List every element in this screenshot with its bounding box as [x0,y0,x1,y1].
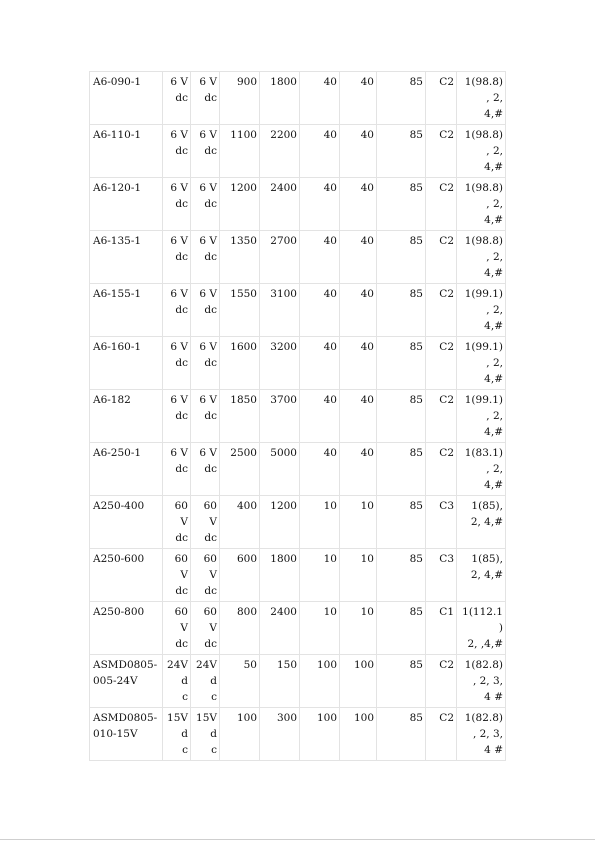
value-2-cell: 3200 [260,337,300,390]
value-1-cell: 2500 [220,443,260,496]
table-row [90,231,506,284]
note-cell: 1(98.8) , 2, 4,# [457,72,506,125]
value-5-cell: 85 [377,231,426,284]
model-cell: A6-090-1 [90,72,163,125]
value-4-cell: 40 [340,178,377,231]
value-3-cell: 40 [300,125,340,178]
voltage-2-cell: 6 V dc [191,443,220,496]
value-1-cell: 1100 [220,125,260,178]
model-cell: A6-110-1 [90,125,163,178]
voltage-2-cell: 6 V dc [191,231,220,284]
grade-cell: C2 [426,655,457,708]
value-5-cell: 85 [377,655,426,708]
value-1-cell: 1850 [220,390,260,443]
value-3-cell: 40 [300,72,340,125]
value-3-cell: 10 [300,496,340,549]
table-row [90,390,506,443]
model-cell: A6-250-1 [90,443,163,496]
value-2-cell: 2700 [260,231,300,284]
table-row [90,72,506,125]
value-2-cell: 1800 [260,72,300,125]
voltage-2-cell: 60 V dc [191,602,220,655]
value-3-cell: 100 [300,708,340,761]
value-2-cell: 2400 [260,602,300,655]
value-4-cell: 40 [340,443,377,496]
voltage-1-cell: 15Vd c [163,708,191,761]
grade-cell: C2 [426,125,457,178]
voltage-2-cell: 60 V dc [191,549,220,602]
value-3-cell: 40 [300,390,340,443]
value-3-cell: 40 [300,231,340,284]
value-5-cell: 85 [377,496,426,549]
grade-cell: C2 [426,337,457,390]
model-cell: A6-182 [90,390,163,443]
model-cell: A250-400 [90,496,163,549]
value-2-cell: 5000 [260,443,300,496]
value-2-cell: 2400 [260,178,300,231]
value-3-cell: 40 [300,284,340,337]
value-5-cell: 85 [377,178,426,231]
value-2-cell: 150 [260,655,300,708]
table-row [90,602,506,655]
note-cell: 1(99.1) , 2, 4,# [457,284,506,337]
spec-table [89,71,506,761]
value-2-cell: 300 [260,708,300,761]
value-1-cell: 50 [220,655,260,708]
note-cell: 1(85), 2, 4,# [457,549,506,602]
voltage-1-cell: 6 V dc [163,284,191,337]
grade-cell: C2 [426,284,457,337]
value-5-cell: 85 [377,708,426,761]
table-row [90,178,506,231]
value-4-cell: 10 [340,549,377,602]
model-cell: A250-800 [90,602,163,655]
voltage-1-cell: 6 V dc [163,178,191,231]
value-1-cell: 900 [220,72,260,125]
value-5-cell: 85 [377,337,426,390]
grade-cell: C1 [426,602,457,655]
value-3-cell: 40 [300,443,340,496]
table-row [90,496,506,549]
voltage-2-cell: 6 V dc [191,284,220,337]
value-2-cell: 1200 [260,496,300,549]
value-3-cell: 100 [300,655,340,708]
value-3-cell: 40 [300,337,340,390]
voltage-1-cell: 6 V dc [163,337,191,390]
table-row [90,284,506,337]
value-5-cell: 85 [377,284,426,337]
value-1-cell: 100 [220,708,260,761]
note-cell: 1(98.8) , 2, 4,# [457,125,506,178]
value-4-cell: 40 [340,231,377,284]
note-cell: 1(85), 2, 4,# [457,496,506,549]
value-3-cell: 10 [300,602,340,655]
voltage-2-cell: 15Vd c [191,708,220,761]
value-4-cell: 40 [340,284,377,337]
table-row [90,337,506,390]
model-cell: ASMD0805- 005-24V [90,655,163,708]
table-row [90,655,506,708]
value-2-cell: 1800 [260,549,300,602]
table-row [90,549,506,602]
voltage-2-cell: 60 V dc [191,496,220,549]
model-cell: A6-135-1 [90,231,163,284]
model-cell: A6-155-1 [90,284,163,337]
voltage-2-cell: 6 V dc [191,337,220,390]
voltage-1-cell: 6 V dc [163,72,191,125]
note-cell: 1(99.1) , 2, 4,# [457,390,506,443]
voltage-1-cell: 24Vd c [163,655,191,708]
grade-cell: C3 [426,496,457,549]
note-cell: 1(83.1) , 2, 4,# [457,443,506,496]
value-5-cell: 85 [377,72,426,125]
value-5-cell: 85 [377,602,426,655]
voltage-2-cell: 24Vd c [191,655,220,708]
value-5-cell: 85 [377,390,426,443]
value-4-cell: 40 [340,125,377,178]
model-cell: A250-600 [90,549,163,602]
value-4-cell: 100 [340,655,377,708]
model-cell: A6-160-1 [90,337,163,390]
voltage-2-cell: 6 V dc [191,125,220,178]
value-4-cell: 40 [340,337,377,390]
value-4-cell: 40 [340,390,377,443]
grade-cell: C2 [426,178,457,231]
voltage-1-cell: 6 V dc [163,231,191,284]
voltage-1-cell: 6 V dc [163,443,191,496]
value-4-cell: 100 [340,708,377,761]
value-1-cell: 400 [220,496,260,549]
grade-cell: C2 [426,231,457,284]
model-cell: A6-120-1 [90,178,163,231]
value-1-cell: 1350 [220,231,260,284]
note-cell: 1(98.8) , 2, 4,# [457,178,506,231]
voltage-1-cell: 6 V dc [163,125,191,178]
value-5-cell: 85 [377,549,426,602]
value-3-cell: 10 [300,549,340,602]
grade-cell: C3 [426,549,457,602]
value-1-cell: 1550 [220,284,260,337]
value-5-cell: 85 [377,443,426,496]
note-cell: 1(82.8) , 2, 3, 4 # [457,655,506,708]
voltage-1-cell: 60 V dc [163,602,191,655]
value-2-cell: 3700 [260,390,300,443]
voltage-1-cell: 6 V dc [163,390,191,443]
table-row [90,443,506,496]
note-cell: 1(112.1 ) 2, ,4,# [457,602,506,655]
note-cell: 1(99.1) , 2, 4,# [457,337,506,390]
note-cell: 1(98.8) , 2, 4,# [457,231,506,284]
note-cell: 1(82.8) , 2, 3, 4 # [457,708,506,761]
value-1-cell: 1200 [220,178,260,231]
model-cell: ASMD0805- 010-15V [90,708,163,761]
voltage-1-cell: 60 V dc [163,549,191,602]
value-2-cell: 2200 [260,125,300,178]
grade-cell: C2 [426,72,457,125]
value-2-cell: 3100 [260,284,300,337]
grade-cell: C2 [426,708,457,761]
value-1-cell: 600 [220,549,260,602]
grade-cell: C2 [426,443,457,496]
voltage-2-cell: 6 V dc [191,178,220,231]
page-bottom-rule [0,839,595,840]
value-4-cell: 40 [340,72,377,125]
spec-table-body [90,72,506,761]
value-3-cell: 40 [300,178,340,231]
table-row [90,125,506,178]
grade-cell: C2 [426,390,457,443]
value-4-cell: 10 [340,496,377,549]
voltage-1-cell: 60 V dc [163,496,191,549]
table-row [90,708,506,761]
value-4-cell: 10 [340,602,377,655]
voltage-2-cell: 6 V dc [191,72,220,125]
value-5-cell: 85 [377,125,426,178]
value-1-cell: 1600 [220,337,260,390]
value-1-cell: 800 [220,602,260,655]
voltage-2-cell: 6 V dc [191,390,220,443]
